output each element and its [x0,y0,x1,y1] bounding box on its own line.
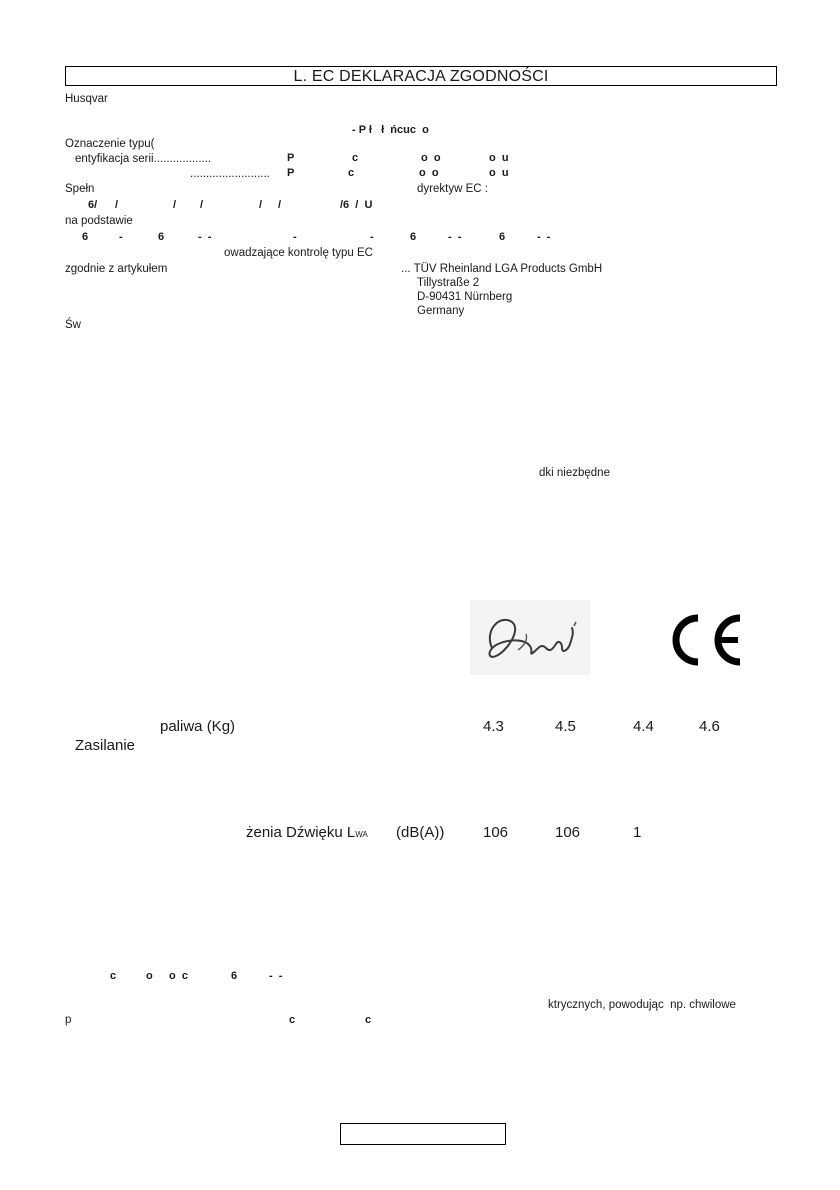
directives-label: dyrektyw EC : [417,183,488,195]
row1-col2: c [352,152,359,164]
standard-8: - - [448,231,462,243]
ce-mark-icon [662,612,744,668]
ec-control-text: owadzające kontrolę typu EC [224,247,373,259]
fuel-value-4: 4.6 [699,718,720,735]
row1-col3: o o [421,152,441,164]
product-description: - P ł ł ńcuc o [352,124,429,136]
footer-std-1: c [110,970,117,982]
sound-value-1: 106 [483,824,509,841]
sw-fragment: Św [65,319,81,331]
fuel-value-2: 4.5 [555,718,576,735]
row1-col1: P [287,152,295,164]
notified-body-name: ... TÜV Rheinland LGA Products GmbH [401,263,603,275]
fuel-label: paliwa (Kg) [160,718,236,735]
article-label: zgodnie z artykułem [65,263,168,275]
row2-col2: c [348,167,355,179]
fuel-value-3: 4.4 [633,718,654,735]
footer-std-2: o [146,970,153,982]
standard-3: 6 [158,231,165,243]
standard-5: - [293,231,297,243]
footer-std-3: o c [169,970,188,982]
signature-icon [470,600,590,675]
standard-7: 6 [410,231,417,243]
page-number-box [340,1123,506,1145]
notified-body-city: D-90431 Nürnberg [417,291,513,303]
row2-col3: o o [419,167,439,179]
standard-4: - - [198,231,212,243]
sound-unit: (dB(A)) [396,824,445,841]
page-title: L. EC DEKLARACJA ZGODNOŚCI [65,66,777,86]
directive-7: /6 / U [340,199,373,211]
notified-body-country: Germany [417,305,465,317]
supply-label: Zasilanie [75,737,136,754]
row1-col4: o u [489,152,509,164]
footer-c2: c [365,1014,372,1026]
sound-value-3: 1 [633,824,642,841]
row2-col1: P [287,167,295,179]
standard-1: 6 [82,231,89,243]
sound-subscript: WA [355,830,368,839]
directive-1: 6/ [88,199,98,211]
standard-10: - - [537,231,551,243]
sound-label: żenia Dźwięku LWA [246,824,368,841]
directive-4: / [200,199,204,211]
directive-6: / [278,199,282,211]
footer-c1: c [289,1014,296,1026]
meets-label: Spełn [65,183,95,195]
fuel-value-1: 4.3 [483,718,504,735]
row2-col4: o u [489,167,509,179]
notified-body-street: Tillystraße 2 [417,277,480,289]
basis-label: na podstawie [65,215,133,227]
necessary-fragment: dki niezbędne [539,467,610,479]
sound-value-2: 106 [555,824,581,841]
standard-6: - [370,231,374,243]
type-label: Oznaczenie typu( [65,138,155,150]
standard-9: 6 [499,231,506,243]
series-label: entyfikacja serii.................. [75,153,212,165]
footer-std-4: 6 [231,970,238,982]
directive-3: / [173,199,177,211]
footer-p: p [65,1014,72,1026]
series-dots: ......................... [190,168,270,180]
company-name: Husqvar [65,93,108,105]
standard-2: - [119,231,123,243]
footer-std-5: - - [269,970,283,982]
electrical-text: ktrycznych, powodując np. chwilowe [548,999,736,1011]
directive-5: / [259,199,263,211]
directive-2: / [115,199,119,211]
